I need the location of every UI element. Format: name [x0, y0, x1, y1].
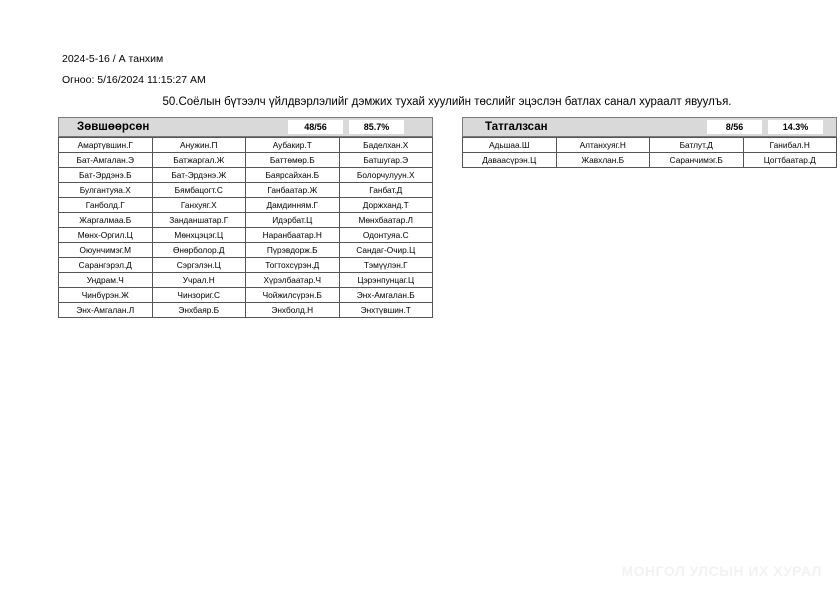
member-name-cell: Ганбаатар.Ж: [246, 183, 340, 198]
member-name-cell: Жавхлан.Б: [556, 153, 650, 168]
member-name-cell: Пүрэвдорж.Б: [246, 243, 340, 258]
table-row: [59, 228, 433, 243]
yes-label: Зөвшөөрсөн: [77, 121, 150, 133]
member-name-cell: Доржханд.Т: [339, 198, 433, 213]
table-row: [59, 303, 433, 318]
table-row: [59, 153, 433, 168]
member-name-cell: Чинзориг.С: [152, 288, 246, 303]
table-row: [59, 213, 433, 228]
no-percent: 14.3%: [768, 120, 823, 134]
member-name-cell: Сарангэрэл.Д: [59, 258, 153, 273]
table-row: [59, 168, 433, 183]
member-name-cell: Ганибал.Н: [743, 138, 837, 153]
table-row: [59, 183, 433, 198]
member-name-cell: Саранчимэг.Б: [650, 153, 744, 168]
yes-header: [58, 117, 433, 137]
member-name-cell: Ундрам.Ч: [59, 273, 153, 288]
table-row: [59, 138, 433, 153]
member-name-cell: Одонтуяа.С: [339, 228, 433, 243]
member-name-cell: Баделхан.Х: [339, 138, 433, 153]
member-name-cell: Энхтүвшин.Т: [339, 303, 433, 318]
watermark: МОНГОЛ УЛСЫН ИХ ХУРАЛ: [621, 563, 822, 579]
member-name-cell: Энхболд.Н: [246, 303, 340, 318]
member-name-cell: Тэмүүлэн.Г: [339, 258, 433, 273]
table-row: [59, 273, 433, 288]
member-name-cell: Адьшаа.Ш: [463, 138, 557, 153]
member-name-cell: Наранбаатар.Н: [246, 228, 340, 243]
member-name-cell: Ганбат.Д: [339, 183, 433, 198]
member-name-cell: Занданшатар.Г: [152, 213, 246, 228]
member-name-cell: Анужин.П: [152, 138, 246, 153]
member-name-cell: Мөнхбаатар.Л: [339, 213, 433, 228]
member-name-cell: Баттөмөр.Б: [246, 153, 340, 168]
member-name-cell: Булгантуяа.Х: [59, 183, 153, 198]
member-name-cell: Амартүвшин.Г: [59, 138, 153, 153]
member-name-cell: Батшугар.Э: [339, 153, 433, 168]
table-row: [59, 243, 433, 258]
table-row: [59, 258, 433, 273]
member-name-cell: Идэрбат.Ц: [246, 213, 340, 228]
session-opened-time: Огноо: 5/16/2024 11:15:27 AM: [62, 74, 206, 86]
member-name-cell: Энх-Амгалан.Б: [339, 288, 433, 303]
no-count: 8/56: [707, 120, 762, 134]
member-name-cell: Бат-Амгалан.Э: [59, 153, 153, 168]
member-name-cell: Мөнх-Оргил.Ц: [59, 228, 153, 243]
member-name-cell: Чойжилсүрэн.Б: [246, 288, 340, 303]
member-name-cell: Оюунчимэг.М: [59, 243, 153, 258]
table-row: [463, 138, 837, 153]
member-name-cell: Баярсайхан.Б: [246, 168, 340, 183]
member-name-cell: Учрал.Н: [152, 273, 246, 288]
member-name-cell: Дамдинням.Г: [246, 198, 340, 213]
member-name-cell: Тогтохсүрэн.Д: [246, 258, 340, 273]
member-name-cell: Мөнхцэцэг.Ц: [152, 228, 246, 243]
member-name-cell: Жаргалмаа.Б: [59, 213, 153, 228]
no-names-table: [462, 137, 837, 168]
member-name-cell: Цэрэнпунцаг.Ц: [339, 273, 433, 288]
member-name-cell: Даваасүрэн.Ц: [463, 153, 557, 168]
member-name-cell: Аубакир.Т: [246, 138, 340, 153]
no-header: [462, 117, 837, 137]
member-name-cell: Бат-Эрдэнэ.Ж: [152, 168, 246, 183]
member-name-cell: Сандаг-Очир.Ц: [339, 243, 433, 258]
yes-names-table: [58, 137, 433, 318]
session-date-room: 2024-5-16 / А танхим: [62, 53, 164, 65]
member-name-cell: Хүрэлбаатар.Ч: [246, 273, 340, 288]
vote-title: 50.Соёлын бүтээлч үйлдвэрлэлийг дэмжих тухай хуулийн төслийг эцэслэн батлах санал хураалт явуулъя.: [162, 96, 732, 108]
member-name-cell: Болорчулуун.Х: [339, 168, 433, 183]
table-row: [59, 288, 433, 303]
member-name-cell: Өнөрболор.Д: [152, 243, 246, 258]
yes-block: [58, 117, 433, 318]
table-row: [59, 198, 433, 213]
member-name-cell: Чинбүрэн.Ж: [59, 288, 153, 303]
no-block: [462, 117, 837, 168]
member-name-cell: Батжаргал.Ж: [152, 153, 246, 168]
member-name-cell: Бат-Эрдэнэ.Б: [59, 168, 153, 183]
member-name-cell: Батлут.Д: [650, 138, 744, 153]
member-name-cell: Сэргэлэн.Ц: [152, 258, 246, 273]
member-name-cell: Энх-Амгалан.Л: [59, 303, 153, 318]
member-name-cell: Энхбаяр.Б: [152, 303, 246, 318]
member-name-cell: Цогтбаатар.Д: [743, 153, 837, 168]
member-name-cell: Ганболд.Г: [59, 198, 153, 213]
table-row: [463, 153, 837, 168]
member-name-cell: Алтанхуяг.Н: [556, 138, 650, 153]
yes-percent: 85.7%: [349, 120, 404, 134]
member-name-cell: Ганхуяг.Х: [152, 198, 246, 213]
member-name-cell: Бямбацогт.С: [152, 183, 246, 198]
no-label: Татгалзсан: [485, 121, 548, 133]
yes-count: 48/56: [288, 120, 343, 134]
